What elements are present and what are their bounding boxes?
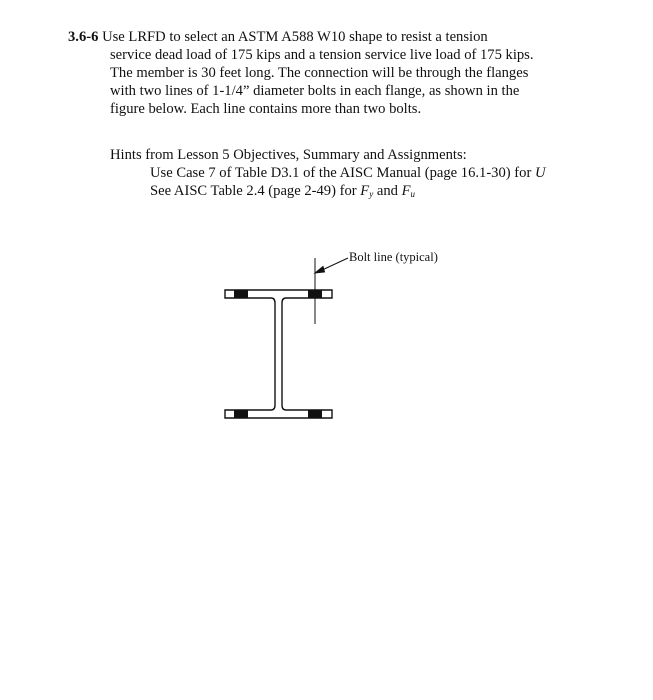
callout-leader (315, 258, 348, 273)
problem-line-3: The member is 30 feet long. The connection will be through the flanges (110, 65, 529, 81)
bolt-bottom-right (308, 410, 322, 418)
leader-arrowhead (315, 267, 325, 274)
hint-2 (110, 182, 630, 203)
hint-2-and: and (376, 183, 398, 199)
w-shape-figure (200, 238, 500, 428)
w-shape-section (225, 290, 332, 418)
bolt-bottom-left (234, 410, 248, 418)
bolt-markers (234, 290, 322, 418)
problem-line-4: with two lines of 1-1/4” diameter bolts in each flange, as shown in the (110, 83, 520, 99)
hint-1-text: Use Case 7 of Table D3.1 of the AISC Manual (page 16.1-30) for (150, 165, 532, 181)
problem-line-1 (68, 28, 628, 46)
hints-heading: Hints from Lesson 5 Objectives, Summary and Assignments: (110, 147, 467, 163)
problem-line-2: service dead load of 175 kips and a tension service live load of 175 kips. (110, 47, 534, 63)
bolt-line-callout: Bolt line (typical) (349, 250, 438, 264)
problem-line-5: figure below. Each line contains more than two bolts. (110, 101, 422, 117)
hint-1 (110, 164, 630, 182)
w-shape-outline (225, 290, 332, 418)
hints-section (110, 146, 630, 203)
fy-subscript: y (369, 189, 374, 199)
bolt-top-left (234, 290, 248, 298)
problem-statement (68, 28, 628, 118)
fu-symbol: F (401, 183, 411, 199)
problem-number: 3.6-6 (68, 29, 99, 45)
hint-1-variable: U (534, 165, 546, 181)
hint-2-text: See AISC Table 2.4 (page 2-49) for (150, 183, 357, 199)
fy-symbol: F (360, 183, 370, 199)
fu-subscript: u (410, 189, 416, 199)
problem-text-1: Use LRFD to select an ASTM A588 W10 shape to resist a tension (102, 29, 488, 45)
